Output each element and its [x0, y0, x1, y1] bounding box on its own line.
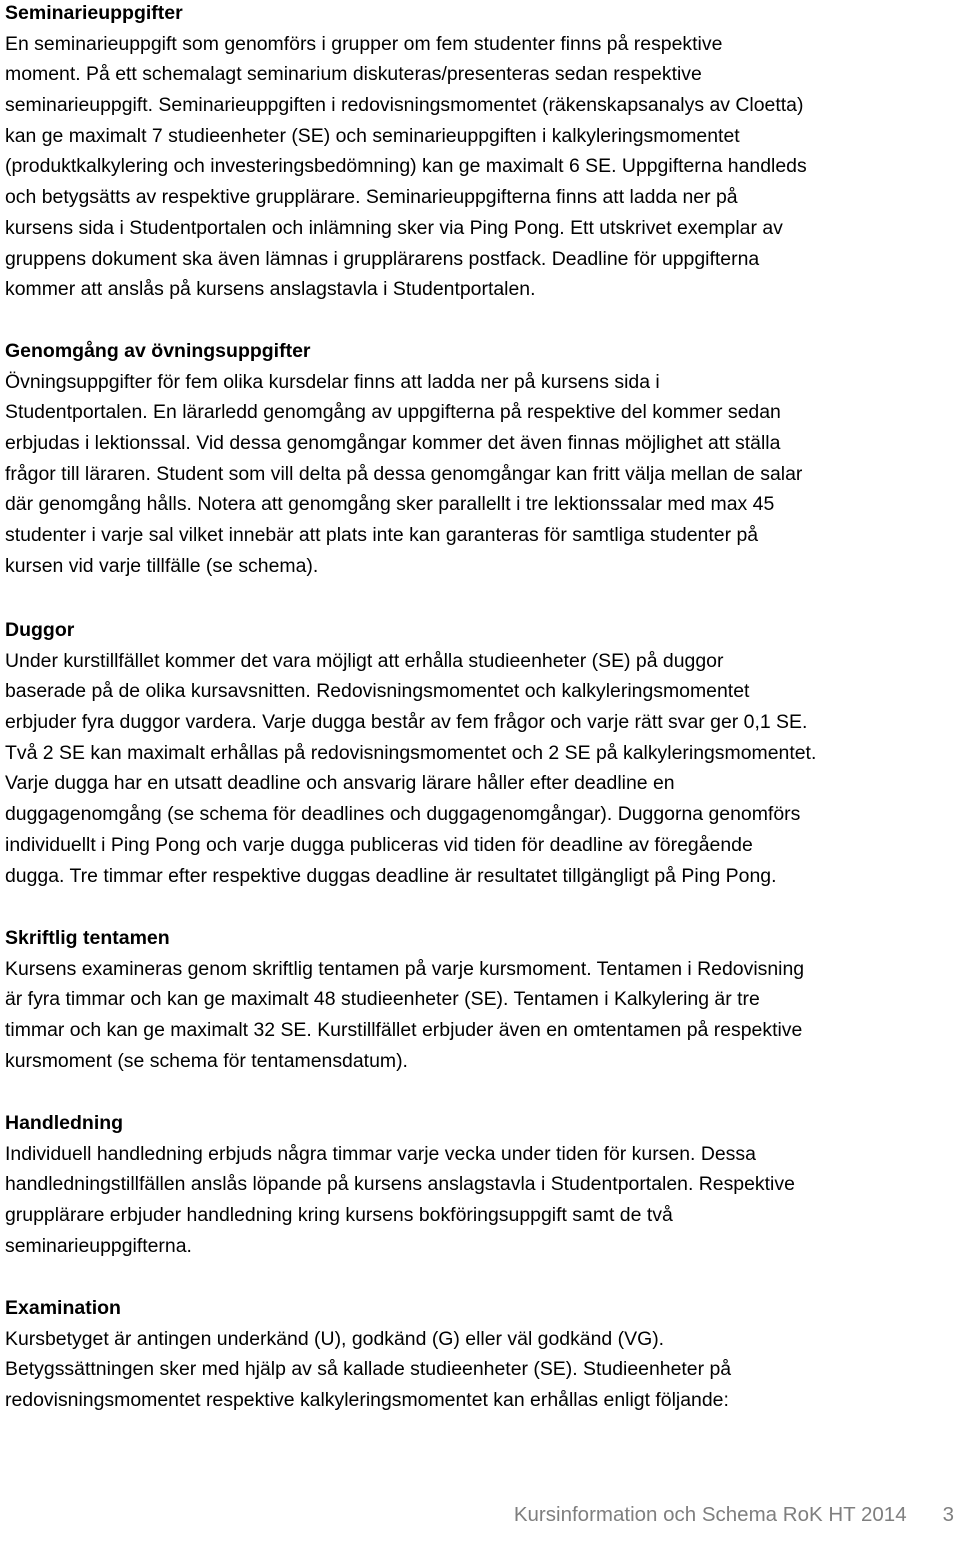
- text-line: kursmoment (se schema för tentamensdatum).: [5, 1049, 408, 1072]
- text-line: är fyra timmar och kan ge maximalt 48 studieenheter (SE). Tentamen i Kalkylering är tre: [5, 988, 760, 1011]
- section-heading: Duggor: [5, 619, 75, 641]
- section-body: [5, 1324, 958, 1416]
- text-line: handledningstillfällen anslås löpande på kursens anslagstavla i Studentportalen. Respektive: [5, 1173, 795, 1196]
- text-line: baserade på de olika kursavsnitten. Redovisningsmomentet och kalkyleringsmomentet: [5, 680, 750, 703]
- text-line: Kursbetyget är antingen underkänd (U), godkänd (G) eller väl godkänd (VG).: [5, 1327, 665, 1350]
- text-line: där genomgång hålls. Notera att genomgång sker parallellt i tre lektionssalar med max 45: [5, 493, 775, 516]
- text-line: seminarieuppgift. Seminarieuppgiften i redovisningsmomentet (räkenskapsanalys av Cloetta): [5, 94, 804, 117]
- page-footer: [514, 1500, 954, 1530]
- text-line: (produktkalkylering och investeringsbedömning) kan ge maximalt 6 SE. Uppgifterna handleds: [5, 155, 807, 178]
- text-line: En seminarieuppgift som genomförs i grupper om fem studenter finns på respektive: [5, 32, 723, 55]
- text-line: grupplärare erbjuder handledning kring kursens bokföringsuppgift samt de två: [5, 1204, 673, 1227]
- text-line: studenter i varje sal vilket innebär att plats inte kan garanteras för samtliga studenter på: [5, 524, 759, 547]
- section-body: [5, 367, 958, 582]
- text-line: gruppens dokument ska även lämnas i grupplärarens postfack. Deadline för uppgifterna: [5, 247, 760, 270]
- section-heading: Genomgång av övningsuppgifter: [5, 340, 311, 362]
- text-line: kursen vid varje tillfälle (se schema).: [5, 554, 319, 577]
- section-handledning: [5, 1108, 958, 1261]
- section-body: [5, 29, 958, 305]
- section-duggor: [5, 615, 958, 891]
- text-line: redovisningsmomentet respektive kalkyleringsmomentet kan erhållas enligt följande:: [5, 1389, 729, 1412]
- section-heading: Seminarieuppgifter: [5, 2, 183, 24]
- text-line: Varje dugga har en utsatt deadline och ansvarig lärare håller efter deadline en: [5, 772, 675, 795]
- text-line: kursens sida i Studentportalen och inlämning sker via Ping Pong. Ett utskrivet exemplar av: [5, 216, 783, 239]
- text-line: Under kurstillfället kommer det vara möjligt att erhålla studieenheter (SE) på duggor: [5, 649, 724, 672]
- section-body: [5, 954, 958, 1077]
- text-line: Kursens examineras genom skriftlig tentamen på varje kursmoment. Tentamen i Redovisning: [5, 957, 805, 980]
- text-line: moment. På ett schemalagt seminarium diskuteras/presenteras sedan respektive: [5, 63, 702, 86]
- text-line: kan ge maximalt 7 studieenheter (SE) och seminarieuppgiften i kalkyleringsmomentet: [5, 124, 740, 147]
- text-line: dugga. Tre timmar efter respektive duggas deadline är resultatet tillgängligt på Ping Pong.: [5, 864, 777, 887]
- text-line: erbjudas i lektionssal. Vid dessa genomgångar kommer det även finnas möjlighet att ställa: [5, 432, 781, 455]
- text-line: frågor till läraren. Student som vill delta på dessa genomgångar kan fritt välja mellan de salar: [5, 462, 803, 485]
- section-seminarieuppgifter: [5, 0, 958, 305]
- section-heading: Examination: [5, 1297, 121, 1319]
- section-body: [5, 646, 958, 892]
- text-line: individuellt i Ping Pong och varje dugga publiceras vid tiden för deadline av föregående: [5, 833, 753, 856]
- section-skriftlig-tentamen: [5, 923, 958, 1076]
- section-body: [5, 1139, 958, 1262]
- section-genomgang: [5, 336, 958, 582]
- text-line: Individuell handledning erbjuds några timmar varje vecka under tiden för kursen. Dessa: [5, 1142, 756, 1165]
- text-line: och betygsätts av respektive grupplärare. Seminarieuppgifterna finns att ladda ner på: [5, 186, 738, 209]
- text-line: kommer att anslås på kursens anslagstavla i Studentportalen.: [5, 278, 536, 301]
- section-examination: [5, 1293, 958, 1416]
- text-line: Betygssättningen sker med hjälp av så kallade studieenheter (SE). Studieenheter på: [5, 1358, 732, 1381]
- page-number: 3: [942, 1503, 954, 1526]
- text-line: Studentportalen. En lärarledd genomgång av uppgifterna på respektive del kommer sedan: [5, 401, 781, 424]
- text-line: timmar och kan ge maximalt 32 SE. Kurstillfället erbjuder även en omtentamen på respektive: [5, 1019, 803, 1042]
- text-line: duggagenomgång (se schema för deadlines och duggagenomgångar). Duggorna genomförs: [5, 803, 801, 826]
- text-line: erbjuder fyra duggor vardera. Varje dugga består av fem frågor och varje rätt svar ger 0,1 SE.: [5, 711, 808, 734]
- text-line: Övningsuppgifter för fem olika kursdelar finns att ladda ner på kursens sida i: [5, 370, 660, 393]
- text-line: Två 2 SE kan maximalt erhållas på redovisningsmomentet och 2 SE på kalkyleringsmomentet.: [5, 741, 817, 764]
- section-heading: Skriftlig tentamen: [5, 927, 170, 949]
- text-line: seminarieuppgifterna.: [5, 1234, 192, 1257]
- section-heading: Handledning: [5, 1112, 124, 1134]
- footer-title: Kursinformation och Schema RoK HT 2014: [513, 1503, 907, 1526]
